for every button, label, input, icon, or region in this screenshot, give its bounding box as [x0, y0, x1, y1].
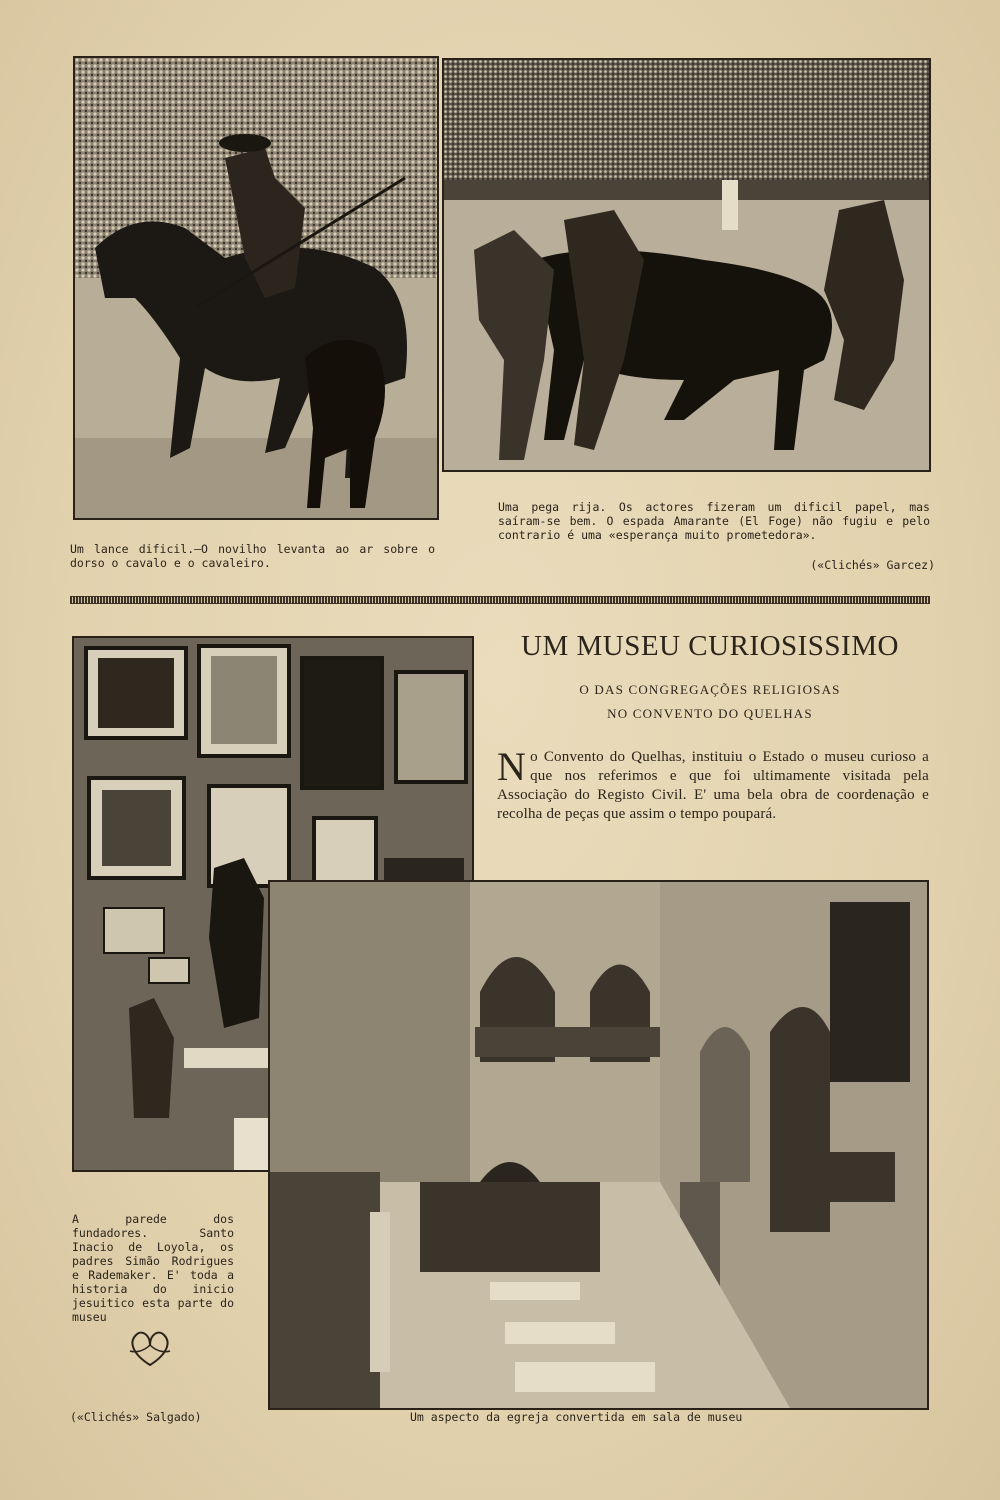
article-subtitle-line2: NO CONVENTO DO QUELHAS: [607, 706, 813, 721]
caption-horse: Um lance dificil.—O novilho levanta ao ar sobre o dorso o cavalo e o cavaleiro.: [70, 542, 435, 570]
caption-pega: Uma pega rija. Os actores fizeram um dificil papel, mas saíram-se bem. O espada Amarante (El Foge) não fugiu e pelo contrario é uma «esperança muito prometedora».: [498, 500, 930, 542]
caption-founders: A parede dos fundadores. Santo Inacio de Loyola, os padres Simão Rodrigues e Rademaker. E' toda a historia do inicio jesuitico esta parte do museu: [72, 1212, 234, 1324]
photo-horseman-bull: [73, 56, 439, 520]
caption-church: Um aspecto da egreja convertida em sala de museu: [410, 1410, 743, 1424]
photo-pega-bull: [442, 58, 931, 472]
dropcap: N: [497, 744, 527, 789]
photo-church-interior: [268, 880, 929, 1410]
article-body-text: o Convento do Quelhas, instituiu o Estado o museu curioso a que nos referimos e que foi ultimamente visitada pela Associação do Registo Civil. E' uma bela obra de coordenação e recolha de peças que assim o tempo poupará.: [497, 749, 929, 822]
photo-credit-bottom: («Clichés» Salgado): [70, 1410, 202, 1424]
fleuron-ornament: [124, 1325, 176, 1369]
article-title: UM MUSEU CURIOSISSIMO: [521, 630, 899, 662]
photo-credit-top: («Clichés» Garcez): [810, 558, 935, 572]
article-body: [497, 744, 929, 824]
section-divider: [70, 596, 930, 604]
article-subtitle-line1: O DAS CONGREGAÇÕES RELIGIOSAS: [579, 682, 841, 697]
